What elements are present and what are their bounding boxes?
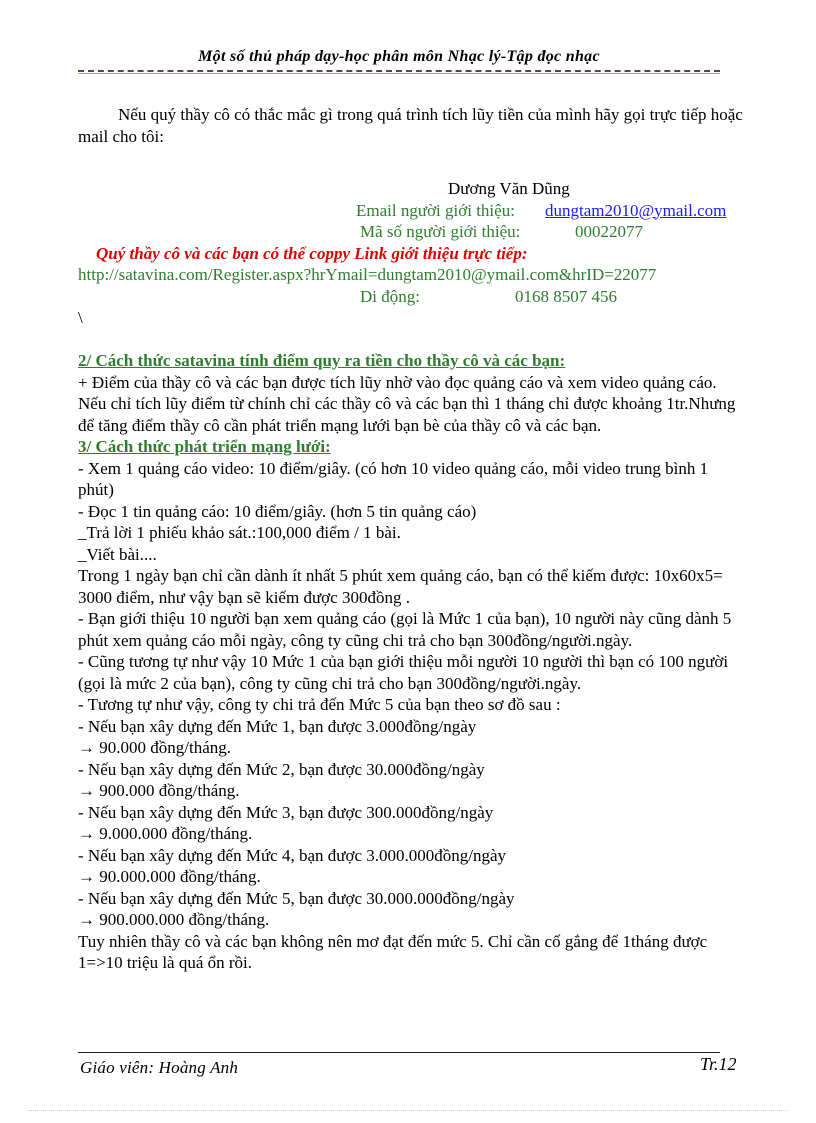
- section-3-title: 3/ Cách thức phát triển mạng lưới:: [78, 437, 331, 456]
- section-3-item: - Đọc 1 tin quảng cáo: 10 điểm/giây. (hơn 5 tin quảng cáo): [78, 501, 477, 521]
- section-3-item: _Viết bài....: [78, 544, 157, 564]
- document-body: [78, 104, 746, 974]
- page-bottom-border: [28, 1110, 788, 1111]
- footer-rule: [78, 1052, 720, 1053]
- contact-email-line: [78, 200, 746, 222]
- section-3-item: - Bạn giới thiệu 10 người bạn xem quảng cáo (gọi là Mức 1 của bạn), 10 người này cũng dành 5 phút xem quảng cáo mỗi ngày, công ty cũng chi trả cho bạn 300đồng/người.ngày.: [78, 609, 732, 650]
- section-3-item: - Nếu bạn xây dựng đến Mức 2, bạn được 30.000đồng/ngày: [78, 759, 485, 779]
- section-3-item: - Xem 1 quảng cáo video: 10 điểm/giây. (có hơn 10 video quảng cáo, mỗi video trung bình 1 phút): [78, 458, 709, 499]
- email-label: Email người giới thiệu:: [356, 200, 515, 220]
- section-3-item: - Tương tự như vậy, công ty chi trả đến Mức 5 của bạn theo sơ đồ sau :: [78, 695, 561, 714]
- section-3-item: - Nếu bạn xây dựng đến Mức 1, bạn được 3.000đồng/ngày: [78, 716, 477, 736]
- email-link[interactable]: dungtam2010@ymail.com: [545, 200, 727, 220]
- contact-code-line: [78, 221, 746, 243]
- header-rule: [78, 70, 720, 72]
- section-3-item: - Nếu bạn xây dựng đến Mức 5, bạn được 30.000.000đồng/ngày: [78, 888, 515, 908]
- page-header-title: Một số thủ pháp dạy-học phân môn Nhạc lý-Tập đọc nhạc: [198, 48, 600, 65]
- contact-name: Dương Văn Dũng: [448, 179, 570, 198]
- header-rule-accent: [78, 73, 720, 74]
- section-3-item: → 90.000.000 đồng/tháng.: [78, 867, 261, 886]
- section-3-item: Trong 1 ngày bạn chỉ cần dành ít nhất 5 phút xem quảng cáo, bạn có thể kiếm được: 10x60x5= 3000 điểm, như vậy bạn sẽ kiếm được 300đồng .: [78, 566, 723, 607]
- phone-label: Di động:: [360, 286, 420, 306]
- section-2-paragraph: + Điểm của thầy cô và các bạn được tích lũy nhờ vào đọc quảng cáo và xem video quảng cáo.: [78, 372, 717, 392]
- section-3-item: - Nếu bạn xây dựng đến Mức 3, bạn được 300.000đồng/ngày: [78, 802, 494, 822]
- section-3-item: → 900.000.000 đồng/tháng.: [78, 910, 270, 929]
- section-2-paragraph: Nếu chỉ tích lũy điểm từ chính chỉ các thầy cô và các bạn thì 1 tháng chỉ được khoảng 1tr.Nhưng để tăng điểm thầy cô cần phát triển mạng lưới bạn bè của thầy cô và các bạn.: [78, 394, 736, 435]
- section-3-item: Tuy nhiên thầy cô và các bạn không nên mơ đạt đến mức 5. Chỉ cần cố gắng để 1tháng được 1=>10 triệu là quá ổn rồi.: [78, 931, 708, 972]
- referral-link-line: [78, 264, 746, 286]
- stray-mark-line: [78, 307, 746, 329]
- code-label: Mã số người giới thiệu:: [360, 222, 521, 241]
- copy-notice: Quý thầy cô và các bạn có thể coppy Link giới thiệu trực tiếp:: [96, 243, 528, 263]
- section-2-title: 2/ Cách thức satavina tính điểm quy ra tiền cho thầy cô và các bạn:: [78, 351, 566, 370]
- section-3-item: → 9.000.000 đồng/tháng.: [78, 824, 253, 843]
- section-3-item: → 900.000 đồng/tháng.: [78, 781, 240, 800]
- section-3-item: _Trả lời 1 phiếu khảo sát.:100,000 điểm / 1 bài.: [78, 523, 401, 542]
- page-number: Tr.12: [700, 1054, 737, 1074]
- footer-teacher: Giáo viên: Hoàng Anh: [80, 1058, 239, 1077]
- stray-mark: \: [78, 308, 83, 327]
- intro-paragraph: Nếu quý thầy cô có thắc mắc gì trong quá trình tích lũy tiền của mình hãy gọi trực tiếp hoặc mail cho tôi:: [78, 105, 743, 146]
- copy-notice-line: [78, 243, 746, 265]
- contact-name-line: [78, 178, 746, 200]
- section-3-item: - Cũng tương tự như vậy 10 Mức 1 của bạn giới thiệu mỗi người 10 người thì bạn có 100 người (gọi là mức 2 của bạn), công ty cũng chi trả cho bạn 300đồng/người.ngày.: [78, 652, 729, 693]
- section-3-item: → 90.000 đồng/tháng.: [78, 738, 231, 757]
- section-3-item: - Nếu bạn xây dựng đến Mức 4, bạn được 3.000.000đồng/ngày: [78, 845, 507, 865]
- referral-link[interactable]: http://satavina.com/Register.aspx?hrYmail=dungtam2010@ymail.com&hrID=22077: [78, 265, 657, 284]
- contact-phone-line: [78, 286, 746, 308]
- phone-value: 0168 8507 456: [515, 286, 617, 306]
- code-value: 00022077: [575, 222, 643, 241]
